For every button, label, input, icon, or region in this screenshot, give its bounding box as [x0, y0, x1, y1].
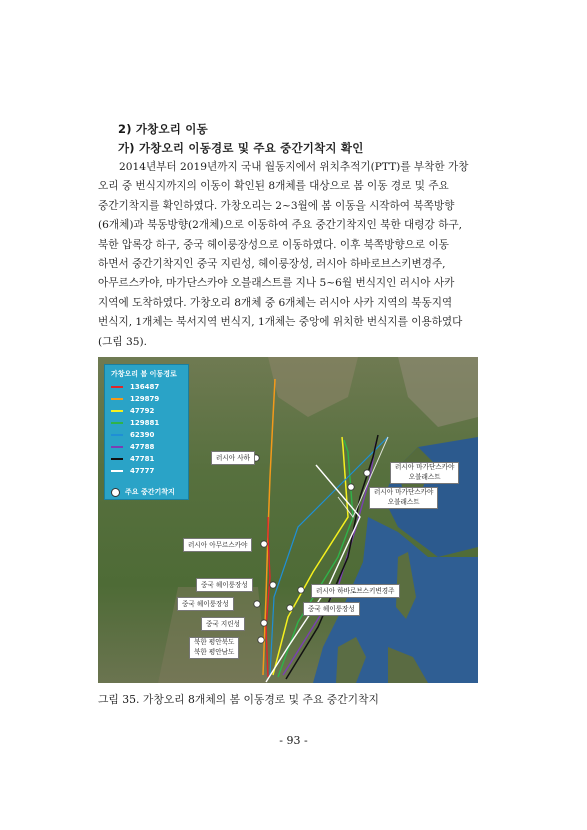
map-label-heilongjiang: 중국 헤이룽장성: [177, 597, 234, 611]
map-label-line: 북한 평안북도: [194, 638, 235, 646]
paragraph-line: (그림 35).: [98, 335, 147, 348]
migration-map-figure: [98, 357, 478, 683]
sub-heading: 가) 가창오리 이동경로 및 주요 중간기착지 확인: [118, 141, 364, 155]
legend-item: [111, 418, 159, 428]
legend-swatch: [111, 410, 123, 412]
map-label-north-korea: [189, 637, 239, 659]
legend-swatch: [111, 458, 123, 460]
paragraph-line: 아무르스카야, 마가단스카야 오블래스트를 지나 5~6월 번식지인 러시아 사카: [98, 277, 455, 290]
map-label-heilongjiang: 중국 헤이룽장성: [303, 602, 360, 616]
stopover-marker: [258, 637, 264, 643]
map-label-line: 오블래스트: [387, 497, 420, 506]
legend-label: 62390: [130, 431, 155, 439]
map-label-line: 러시아 마가단스카야: [374, 488, 434, 496]
paragraph-line: 지역에 도착하였다. 가창오리 8개체 중 6개체는 러시아 사카 지역의 북동지역: [98, 296, 453, 309]
legend-label: 47788: [130, 443, 155, 451]
stopover-marker: [261, 620, 267, 626]
legend-item: [111, 394, 159, 404]
map-label-line: 러시아 마가단스카야: [395, 463, 455, 471]
map-label-line: 북한 평안남도: [194, 647, 235, 656]
legend-swatch: [111, 422, 123, 424]
legend-label: 136487: [130, 383, 160, 391]
legend-label: 47792: [130, 407, 155, 415]
figure-caption: 그림 35. 가창오리 8개체의 봄 이동경로 및 주요 중간기착지: [98, 693, 379, 706]
legend-item: [111, 454, 154, 464]
stopover-marker: [261, 541, 267, 547]
legend-title: 가창오리 봄 이동경로: [111, 370, 177, 378]
map-label-khabarovsk: 러시아 하바로브스키변경주: [311, 584, 400, 598]
page-number: - 93 -: [279, 734, 308, 747]
legend-swatch: [111, 446, 123, 448]
legend-swatch: [111, 386, 123, 388]
paragraph-line: 오리 중 번식지까지의 이동이 확인된 8개체를 대상으로 봄 이동 경로 및 주요: [98, 180, 449, 193]
legend-label: 129879: [130, 395, 160, 403]
legend-item: [111, 430, 154, 440]
paragraph-line: 2014년부터 2019년까지 국내 월동지에서 위치추적기(PTT)를 부착한 가창: [119, 161, 469, 173]
section-heading: 2) 가창오리 이동: [118, 122, 208, 136]
map-label-russia-sakha: 러시아 사하: [211, 451, 255, 465]
stopover-dot-icon: [111, 488, 120, 497]
stopover-marker: [364, 470, 370, 476]
body-paragraph: [98, 158, 490, 352]
route-legend: [104, 364, 189, 500]
map-label-magadan: [369, 487, 438, 509]
legend-label: 129881: [130, 419, 160, 427]
legend-item: [111, 406, 154, 416]
legend-swatch: [111, 434, 123, 436]
legend-swatch: [111, 470, 123, 472]
stopover-marker: [348, 484, 354, 490]
legend-item: [111, 382, 159, 392]
map-label-line: 오블래스트: [408, 472, 441, 481]
legend-stopover-label: 주요 중간기착지: [125, 488, 175, 496]
legend-item: [111, 442, 154, 452]
legend-label: 47777: [130, 467, 155, 475]
map-label-jilin: 중국 지린성: [201, 617, 245, 631]
map-label-heilongjiang: 중국 헤이룽장성: [196, 578, 253, 592]
legend-stopover: [111, 487, 175, 497]
stopover-marker: [287, 605, 293, 611]
legend-label: 47781: [130, 455, 155, 463]
legend-swatch: [111, 398, 123, 400]
map-label-magadan: [390, 462, 459, 484]
stopover-marker: [254, 601, 260, 607]
stopover-marker: [270, 582, 276, 588]
paragraph-line: (6개체)과 북동방향(2개체)으로 이동하여 주요 중간기착지인 북한 대령강 하구,: [98, 219, 462, 232]
paragraph-line: 하면서 중간기착지인 중국 지린성, 헤이룽장성, 러시아 하바로브스키변경주,: [98, 258, 446, 271]
paragraph-line: 북한 압록강 하구, 중국 헤이룽장성으로 이동하였다. 이후 북쪽방향으로 이동: [98, 238, 449, 251]
map-label-amur: 러시아 아무르스카야: [183, 538, 252, 552]
stopover-marker: [298, 587, 304, 593]
paragraph-line: 중간기착지를 확인하였다. 가창오리는 2~3월에 봄 이동을 시작하여 북쪽방향: [98, 199, 455, 212]
paragraph-line: 번식지, 1개체는 북서지역 번식지, 1개체는 중앙에 위치한 번식지를 이용하였다: [98, 316, 463, 329]
legend-item: [111, 466, 154, 476]
